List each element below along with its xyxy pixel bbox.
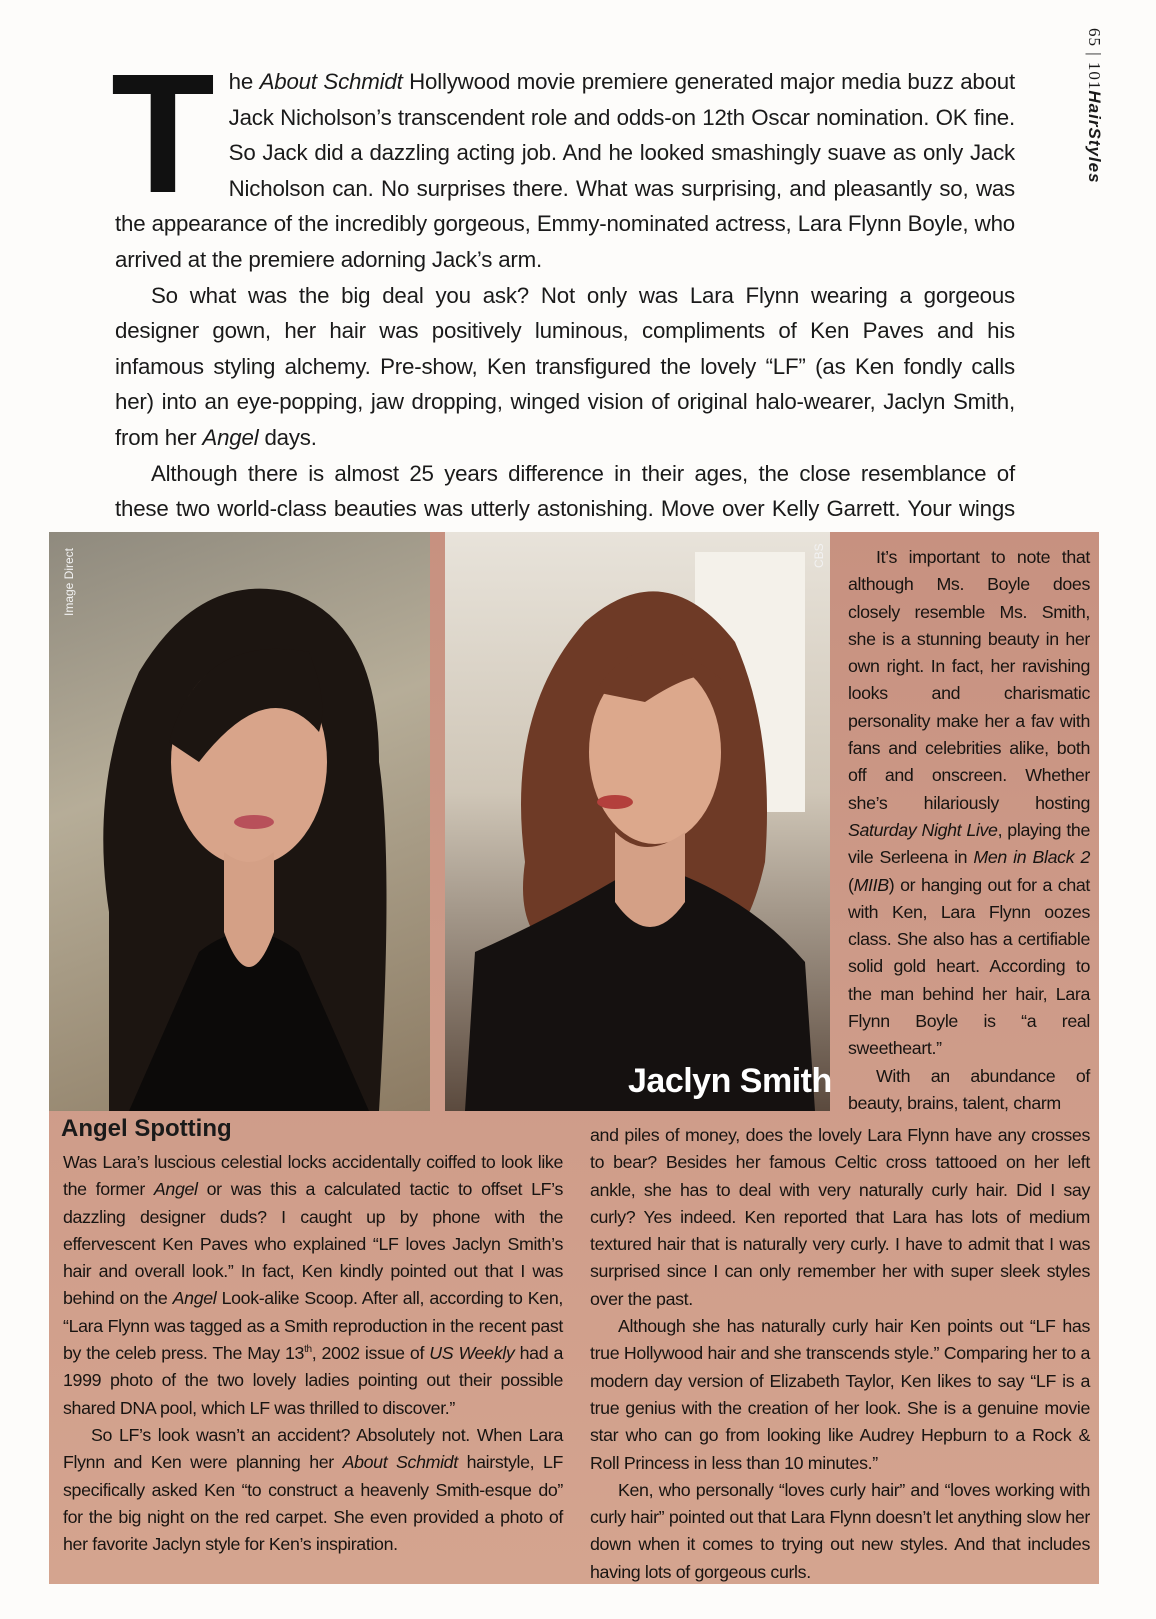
text-run: ( xyxy=(848,874,854,895)
show-title: Angel xyxy=(172,1288,217,1309)
ordinal-suffix: th xyxy=(304,1344,312,1356)
text-run: Hollywood movie premiere generated major media buzz about Jack Nicholson’s transcendent role and odds-on 12th Oscar nomination. OK fine. So Jack did a dazzling acting job. And he looked smashingly suave as only Jack Nicholson can. No surprises there. What was surprising, and pleasantly so, was the appearance of the incredibly gorgeous, Emmy-nominated actress, Lara Flynn Boyle, who arrived at the premiere adorning Jack’s arm. xyxy=(115,69,1016,272)
intro-paragraph-1 xyxy=(111,39,1016,278)
film-title: MIIB xyxy=(853,874,889,895)
page-folio xyxy=(1084,28,1104,184)
text-run: Look-alike Scoop. After all, according to Ken, “Lara Flynn was tagged as a Smith reproduction in the recent past by the celeb press. The May 13 xyxy=(63,1288,563,1364)
show-title: Angel xyxy=(153,1179,198,1200)
text-run: So LF’s look wasn’t an accident? Absolutely not. When Lara Flynn and Ken were planning her xyxy=(63,1424,563,1473)
magazine-title: US Weekly xyxy=(429,1343,515,1364)
jaclyn-smith-photo xyxy=(445,532,830,1111)
section-heading: Angel Spotting xyxy=(61,1115,232,1142)
photo-credit-right: CBS xyxy=(812,543,826,568)
show-title: Angel xyxy=(202,424,259,450)
film-title: About Schmidt xyxy=(259,69,403,94)
sidebar-paragraph-2: With an abundance of beauty, brains, talent, charm xyxy=(848,1065,1090,1113)
intro-text xyxy=(111,39,1016,562)
page-number: 65 xyxy=(1085,28,1104,47)
right-column xyxy=(590,1122,1090,1586)
text-run: or was this a calculated tactic to offset LF’s dazzling designer duds? I caught up by phone with the effervescent Ken Paves who explained “LF loves Jaclyn Smith’s hair and overall look.” In fact, Ken kindly pointed out that I was behind on the xyxy=(63,1179,563,1309)
film-title: Men in Black 2 xyxy=(973,847,1090,868)
angel-spotting-paragraph-2 xyxy=(63,1422,563,1558)
brand-name: HairStyles xyxy=(1085,90,1104,184)
lara-flynn-boyle-photo xyxy=(49,532,430,1111)
film-title: About Schmidt xyxy=(342,1452,458,1473)
intro-paragraph-2 xyxy=(115,278,1015,456)
text-run: hairstyle, LF specifically asked Ken “to construct a heavenly Smith-esque do” for the big night on the red carpet. She even provided a photo of her favorite Jaclyn style for Ken’s inspiration. xyxy=(63,1452,564,1555)
text-run: , 2002 issue of xyxy=(311,1343,430,1364)
sidebar-column xyxy=(848,544,1090,1117)
angel-spotting-paragraph-1 xyxy=(63,1149,563,1422)
intro-paragraph-3: Although there is almost 25 years difference in their ages, the close resemblance of these two world-class beauties was utterly astonishing. Move over Kelly Garrett. Your wings xyxy=(115,460,1015,522)
text-run: he xyxy=(228,69,260,94)
text-run: It’s important to note that although Ms. Boyle does closely resemble Ms. Smith, she is a stunning beauty in her own right. In fact, her ravishing looks and charismatic personality make her a fav with fans and celebrities alike, both off and onscreen. Whether she’s hilariously hosting xyxy=(848,547,1090,813)
drop-cap: T xyxy=(111,39,215,229)
sidebar-paragraph-1 xyxy=(848,544,1090,1063)
show-title: Saturday Night Live xyxy=(848,819,998,840)
portrait-illustration xyxy=(49,532,430,1111)
right-paragraph-1: and piles of money, does the lovely Lara Flynn have any crosses to bear? Besides her famous Celtic cross tattooed on her left ankle, she has to deal with very naturally curly hair. Did I say curly? Yes indeed. Ken reported that Lara has lots of medium textured hair that is naturally very curly. I have to admit that I was surprised since I can only remember her with super sleek styles over the past. xyxy=(590,1125,1090,1309)
left-column xyxy=(63,1149,563,1558)
text-run: had a 1999 photo of the two lovely ladies pointing out their possible shared DNA pool, which LF was thrilled to discover.” xyxy=(63,1343,564,1418)
portrait-illustration xyxy=(445,532,830,1111)
text-run: , playing the vile Serleena in xyxy=(848,819,1090,868)
text-run: Was Lara’s luscious celestial locks accidentally coiffed to look like the former xyxy=(63,1152,563,1200)
text-run: So what was the big deal you ask? Not only was Lara Flynn wearing a gorgeous designer gown, her hair was positively luminous, compliments of Ken Paves and his infamous styling alchemy. Pre-show, Ken transfigured the lovely “LF” (as Ken fondly calls her) into an eye-popping, jaw dropping, winged vision of original halo-wearer, Jaclyn Smith, from her xyxy=(115,282,1015,450)
series-number: 101 xyxy=(1085,61,1104,91)
text-run: ) or hanging out for a chat with Ken, Lara Flynn oozes class. She also has a certifiable solid gold heart. According to the man behind her hair, Lara Flynn Boyle is “a real sweetheart.” xyxy=(848,874,1090,1059)
folio-divider: | xyxy=(1085,52,1104,57)
photo-credit-left: Image Direct xyxy=(62,547,76,616)
photo-caption: Jaclyn Smith xyxy=(628,1062,832,1100)
right-paragraph-3: Ken, who personally “loves curly hair” and “loves working with curly hair” pointed out that Lara Flynn doesn’t let anything slow her down when it comes to trying out new styles. And that includes having lots of gorgeous curls. xyxy=(590,1479,1090,1582)
right-paragraph-2: Although she has naturally curly hair Ken points out “LF has true Hollywood hair and she transcends style.” Comparing her to a modern day version of Elizabeth Taylor, Ken likes to say “LF is a true genius with the creation of her look. She is a genuine movie star who can go from looking like Audrey Hepburn to a Rock & Roll Princess in less than 10 minutes.” xyxy=(590,1316,1090,1473)
text-run: days. xyxy=(258,424,317,450)
